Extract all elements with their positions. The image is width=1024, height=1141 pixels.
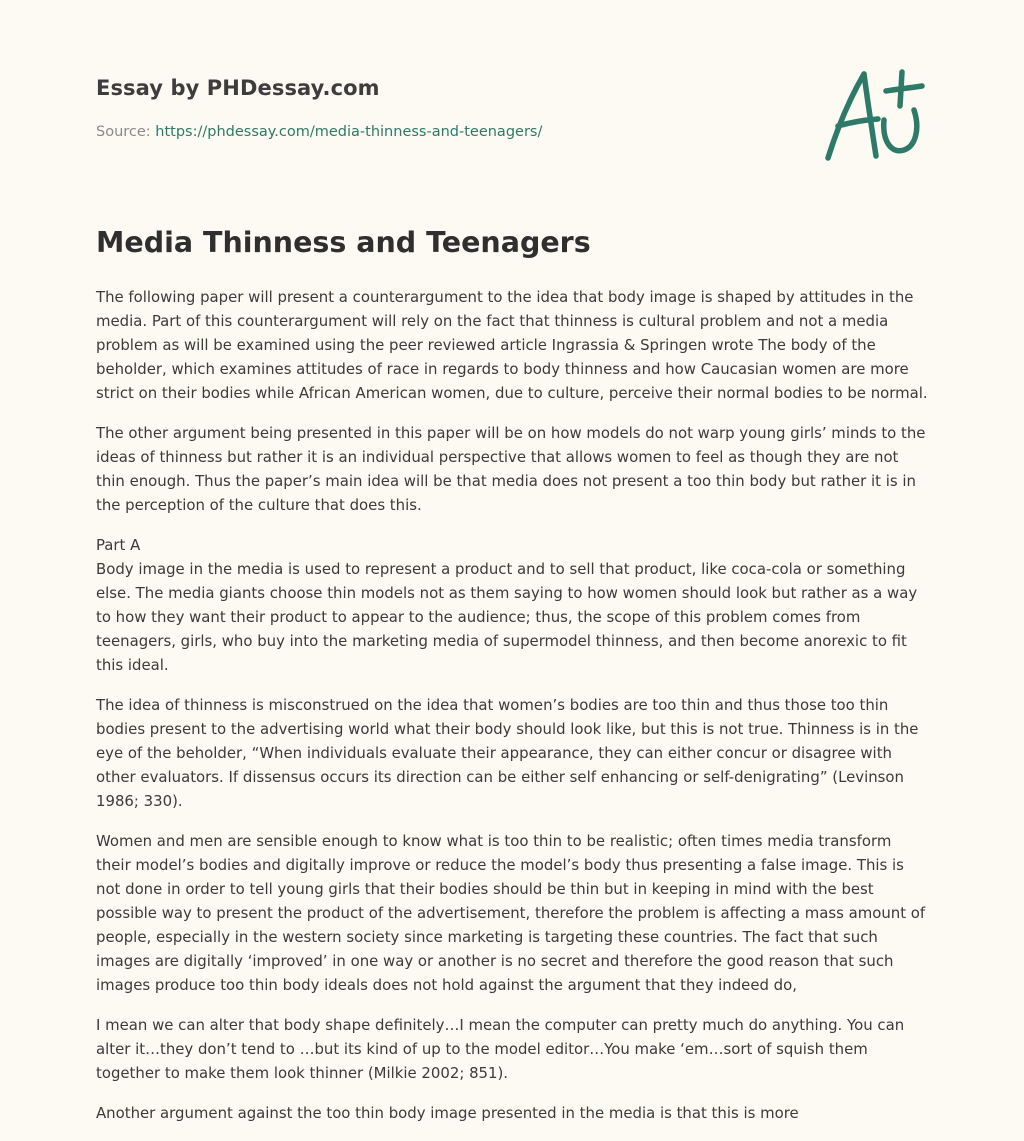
essay-paragraph-part-a — [96, 533, 930, 677]
source-link[interactable]: https://phdessay.com/media-thinness-and-teenagers/ — [155, 124, 543, 140]
essay-body — [96, 285, 930, 1141]
essay-title: Media Thinness and Teenagers — [96, 226, 591, 259]
section-label: Part A — [96, 536, 141, 554]
a-plus-logo-icon — [818, 64, 930, 168]
essay-paragraph: Women and men are sensible enough to know what is too thin to be realistic; often times media transform their model’s bodies and digitally improve or reduce the model’s body thus presenting a false image. This is not done in order to tell young girls that their bodies should be thin but in keeping in mind with the best possible way to present the product of the advertisement, therefore the problem is affecting a mass amount of people, especially in the western society since marketing is targeting these countries. The fact that such images are digitally ‘improved’ in one way or another is no secret and therefore the good reason that such images produce too thin body ideals does not hold against the argument that they indeed do, — [96, 832, 926, 994]
essay-paragraph: Another argument against the too thin body image presented in the media is that this is more — [96, 1104, 799, 1122]
site-brand: Essay by PHDessay.com — [96, 76, 380, 100]
essay-paragraph-text: Body image in the media is used to represent a product and to sell that product, like coca-cola or something else. The media giants choose thin models not as them saying to how women should look but rather as a way to how they want their product to appear to the audience; thus, the scope of this problem comes from teenagers, girls, who buy into the marketing media of supermodel thinness, and then become anorexic to fit this ideal. — [96, 560, 918, 674]
source-label: Source: — [96, 124, 151, 140]
essay-paragraph: The idea of thinness is misconstrued on the idea that women’s bodies are too thin and thus those too thin bodies present to the advertising world what their body should look like, but this is not true. Thinness is in the eye of the beholder, “When individuals evaluate their appearance, they can either concur or disagree with other evaluators. If dissensus occurs its direction can be either self enhancing or self-denigrating” (Levinson 1986; 330). — [96, 696, 919, 810]
essay-paragraph: The other argument being presented in this paper will be on how models do not warp young girls’ minds to the ideas of thinness but rather it is an individual perspective that allows women to feel as though they are not thin enough. Thus the paper’s main idea will be that media does not present a too thin body but rather it is in the perception of the culture that does this. — [96, 424, 926, 514]
source-line — [96, 124, 542, 140]
essay-paragraph: The following paper will present a counterargument to the idea that body image is shaped by attitudes in the media. Part of this counterargument will rely on the fact that thinness is cultural problem and not a media problem as will be examined using the peer reviewed article Ingrassia & Springen wrote The body of the beholder, which examines attitudes of race in regards to body thinness and how Caucasian women are more strict on their bodies while African American women, due to culture, perceive their normal bodies to be normal. — [96, 288, 928, 402]
essay-quote-paragraph: I mean we can alter that body shape definitely…I mean the computer can pretty much do anything. You can alter it…they don’t tend to …but its kind of up to the model editor…You make ‘em…sort of squish them together to make them look thinner (Milkie 2002; 851). — [96, 1016, 905, 1082]
